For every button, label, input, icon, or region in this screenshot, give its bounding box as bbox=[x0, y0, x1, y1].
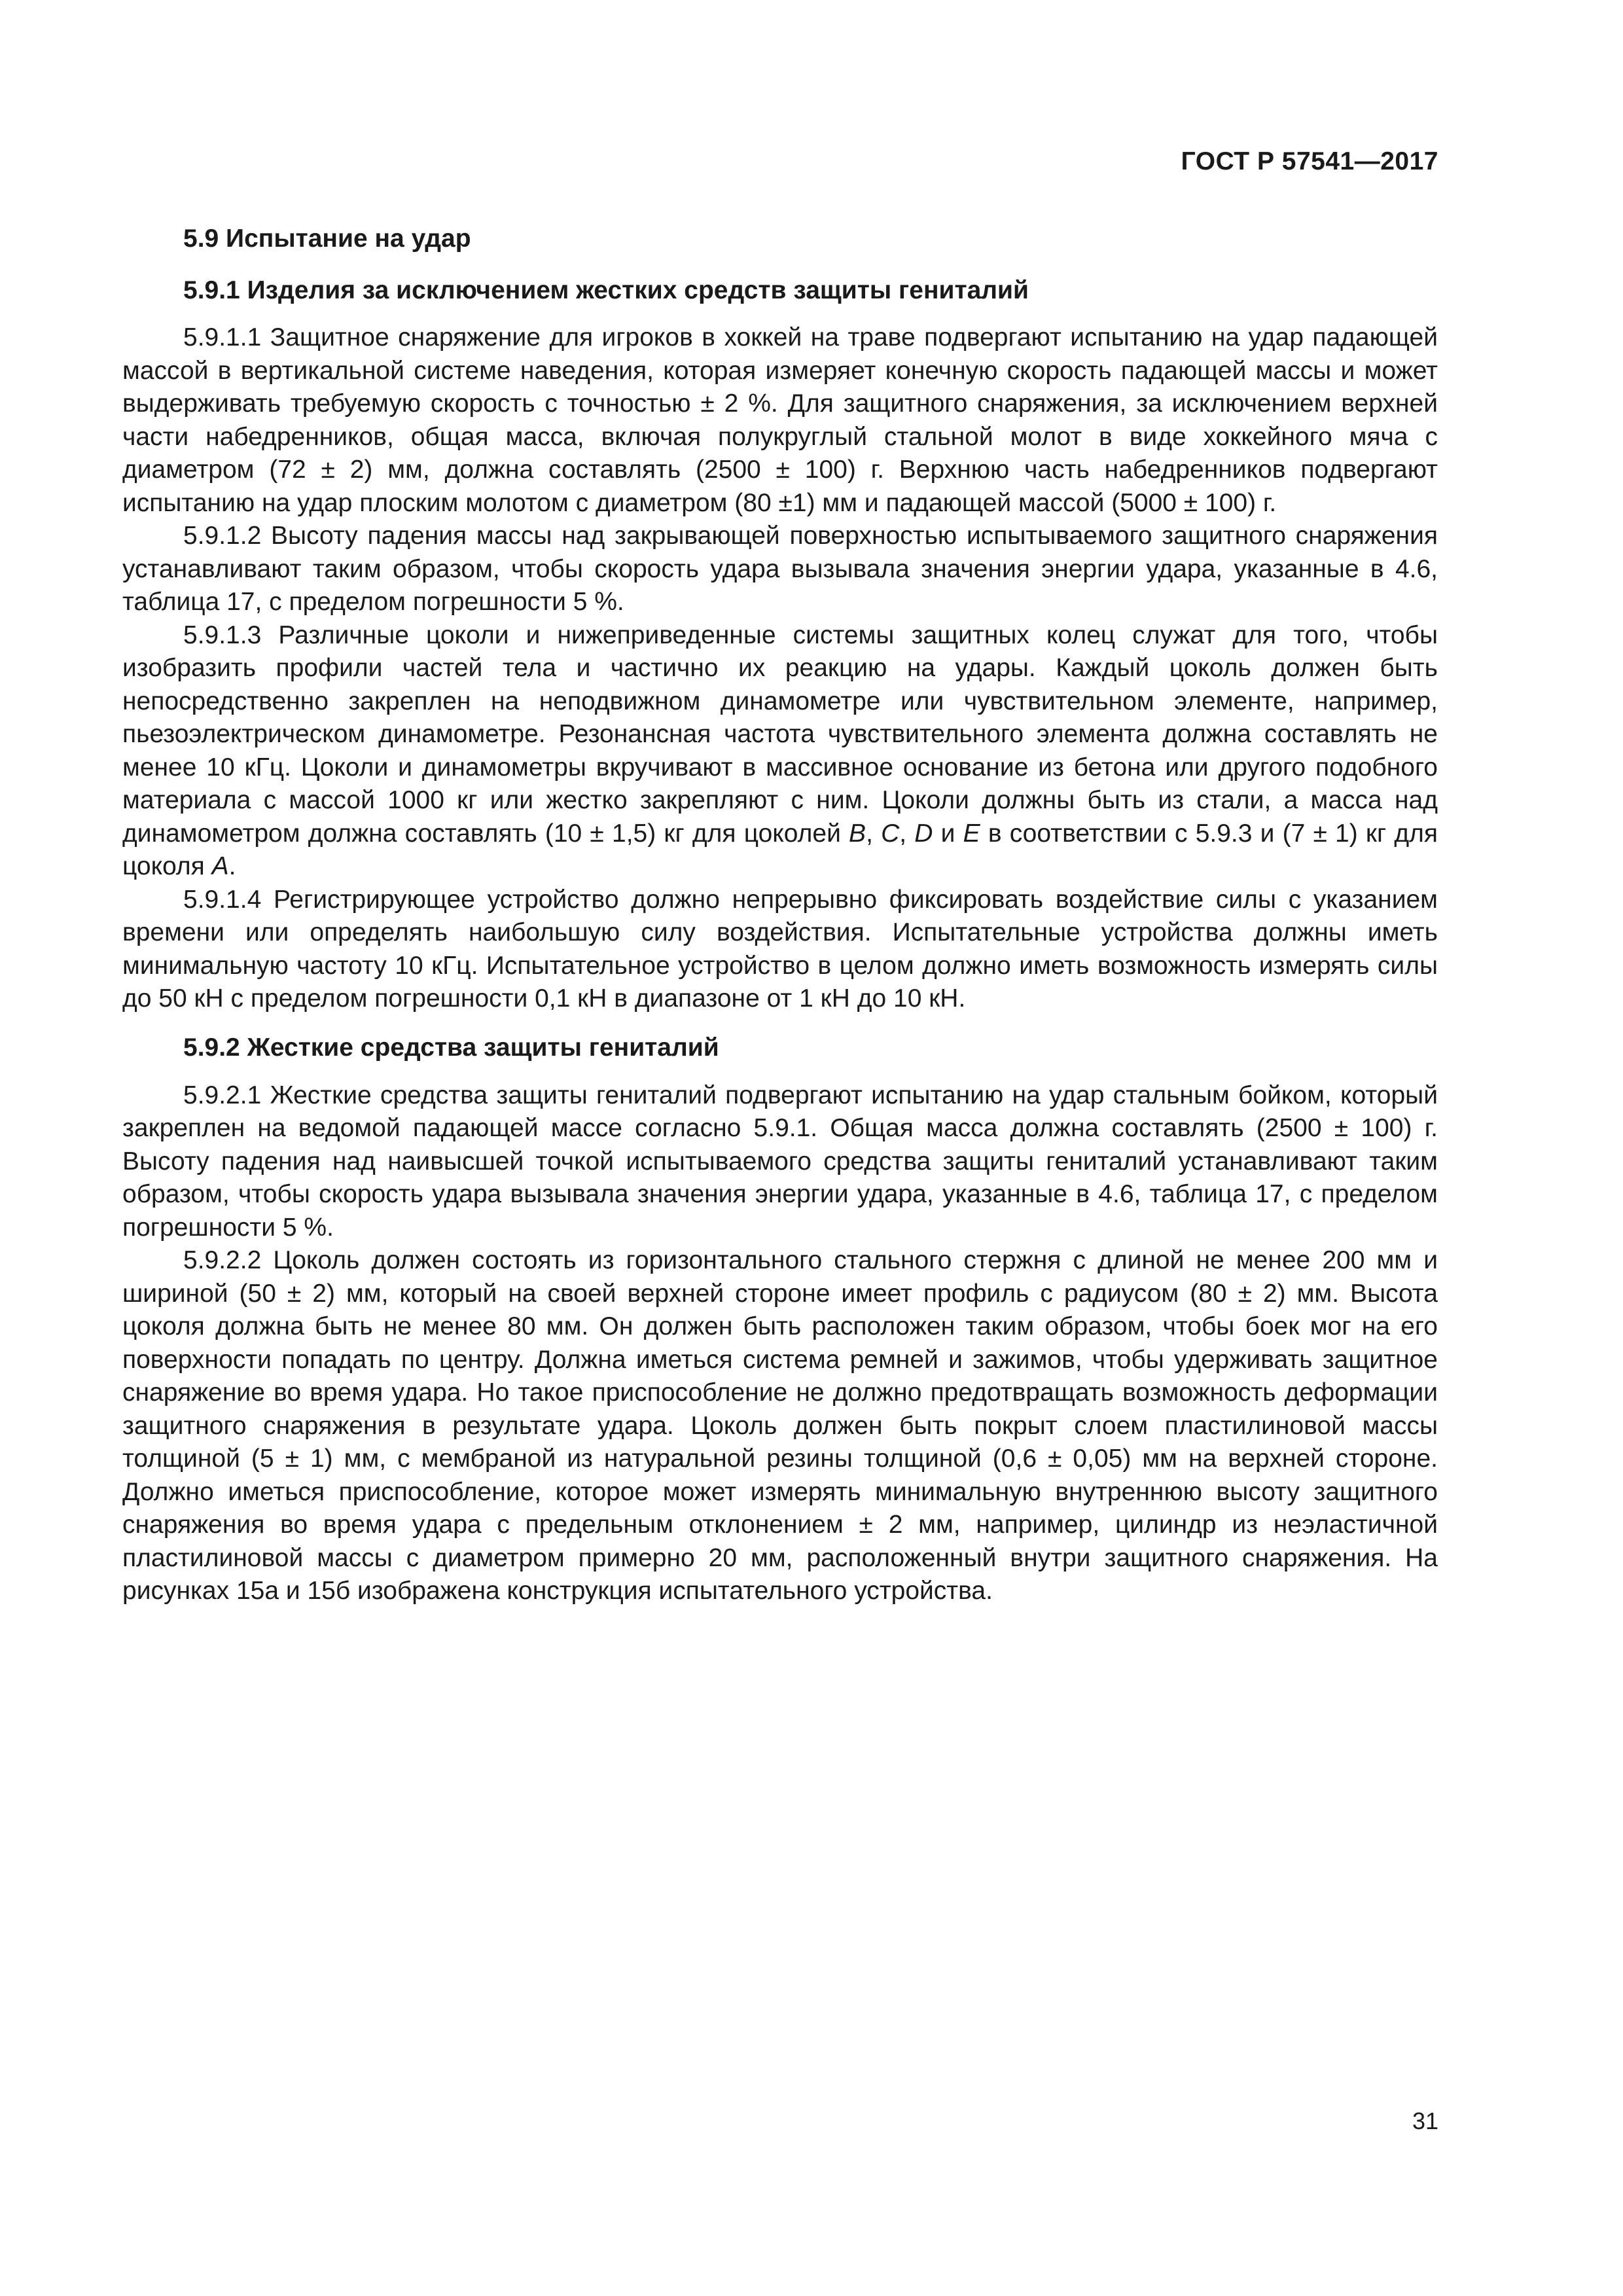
paragraph-5-9-2-1: 5.9.2.1 Жесткие средства защиты гениталий подвергают испытанию на удар стальным бойком, который закреплен на ведомой падающей массе согласно 5.9.1. Общая масса должна составлять (2500 ± 100) г. Высоту падения над наивысшей точкой испытываемого средства защиты гениталий устанавливают таким образом, чтобы скорость удара вызывала значения энергии удара, указанные в 4.6, таблица 17, с пределом погрешности 5 %. bbox=[122, 1081, 1438, 1242]
paragraph-text: 5.9.1.3 Различные цоколи и нижеприведенные системы защитных колец служат для того, чтобы изобразить профили частей тела и частично их реакцию на удары. Каждый цоколь должен быть непосредственно закреплен на неподвижном динамометре или чувствительном элементе, например, пьезоэлектрическом динамометре. Резонансная частота чувствительного элемента должна составлять не менее 10 кГц. Цоколи и динамометры вкручивают в массивное основание из бетона или другого подобного материала с массой 1000 кг или жестко закрепляют с ним. Цоколи должны быть из стали, а масса над динамометром должна составлять (10 ± 1,5) кг для цоколей bbox=[122, 620, 1438, 848]
base-label-a: A bbox=[211, 852, 229, 881]
document-body bbox=[122, 223, 1438, 1608]
paragraph-5-9-1-1: 5.9.1.1 Защитное снаряжение для игроков в хоккей на траве подвергают испытанию на удар падающей массой в вертикальной системе наведения, которая измеряет конечную скорость падающей массы и может выдерживать требуемую скорость с точностью ± 2 %. Для защитного снаряжения, за исключением верхней части набедренников, общая масса, включая полукруглый стальной молот в виде хоккейного мяча с диаметром (72 ± 2) мм, должна составлять (2500 ± 100) г. Верхнюю часть набедренников подвергают испытанию на удар плоским молотом с диаметром (80 ±1) мм и падающей массой (5000 ± 100) г. bbox=[122, 323, 1438, 517]
document-code: ГОСТ Р 57541—2017 bbox=[1181, 147, 1438, 175]
paragraph-text: . bbox=[228, 852, 236, 881]
base-label-b: B bbox=[849, 819, 866, 848]
paragraph-text: в соответствии с 5.9.3 и (7 ± 1) кг для цоколя bbox=[122, 819, 1438, 881]
paragraph-text: и bbox=[933, 819, 963, 848]
paragraph-text: , bbox=[899, 819, 915, 848]
base-label-d: D bbox=[914, 819, 933, 848]
paragraph-5-9-1-3 bbox=[122, 619, 1438, 884]
base-label-c: C bbox=[881, 819, 900, 848]
paragraph-5-9-1-2: 5.9.1.2 Высоту падения массы над закрывающей поверхностью испытываемого защитного снаряжения устанавливают таким образом, чтобы скорость удара вызывала значения энергии удара, указанные в 4.6, таблица 17, с пределом погрешности 5 %. bbox=[122, 522, 1438, 617]
subsection-heading-5-9-2: 5.9.2 Жесткие средства защиты гениталий bbox=[183, 1033, 719, 1062]
paragraph-5-9-2-2: 5.9.2.2 Цоколь должен состоять из горизонтального стального стержня с длиной не менее 200 мм и шириной (50 ± 2) мм, который на своей верхней стороне имеет профиль с радиусом (80 ± 2) мм. Высота цоколя должна быть не менее 80 мм. Он должен быть расположен таким образом, чтобы боек мог на его поверхности попадать по центру. Должна иметься система ремней и зажимов, чтобы удерживать защитное снаряжение во время удара. Но такое приспособление не должно предотвращать возможность деформации защитного снаряжения в результате удара. Цоколь должен быть покрыт слоем пластилиновой массы толщиной (5 ± 1) мм, с мембраной из натуральной резины толщиной (0,6 ± 0,05) мм на верхней стороне. Должно иметься приспособление, которое может измерять минимальную внутреннюю высоту защитного снаряжения во время удара с предельным отклонением ± 2 мм, например, цилиндр из неэластичной пластилиновой массы с диаметром примерно 20 мм, расположенный внутри защитного снаряжения. На рисунках 15а и 15б изображена конструкция испытательного устройства. bbox=[122, 1246, 1438, 1605]
section-heading: 5.9 Испытание на удар bbox=[183, 224, 471, 253]
paragraph-text: , bbox=[866, 819, 882, 848]
paragraph-5-9-1-4: 5.9.1.4 Регистрирующее устройство должно непрерывно фиксировать воздействие силы с указанием времени или определять наибольшую силу воздействия. Испытательные устройства должны иметь минимальную частоту 10 кГц. Испытательное устройство в целом должно иметь возможность измерять силы до 50 кН с пределом погрешности 0,1 кН в диапазоне от 1 кН до 10 кН. bbox=[122, 885, 1438, 1013]
page-number: 31 bbox=[1412, 2108, 1438, 2134]
subsection-heading-5-9-1: 5.9.1 Изделия за исключением жестких средств защиты гениталий bbox=[183, 276, 1029, 304]
base-label-e: E bbox=[963, 819, 980, 848]
